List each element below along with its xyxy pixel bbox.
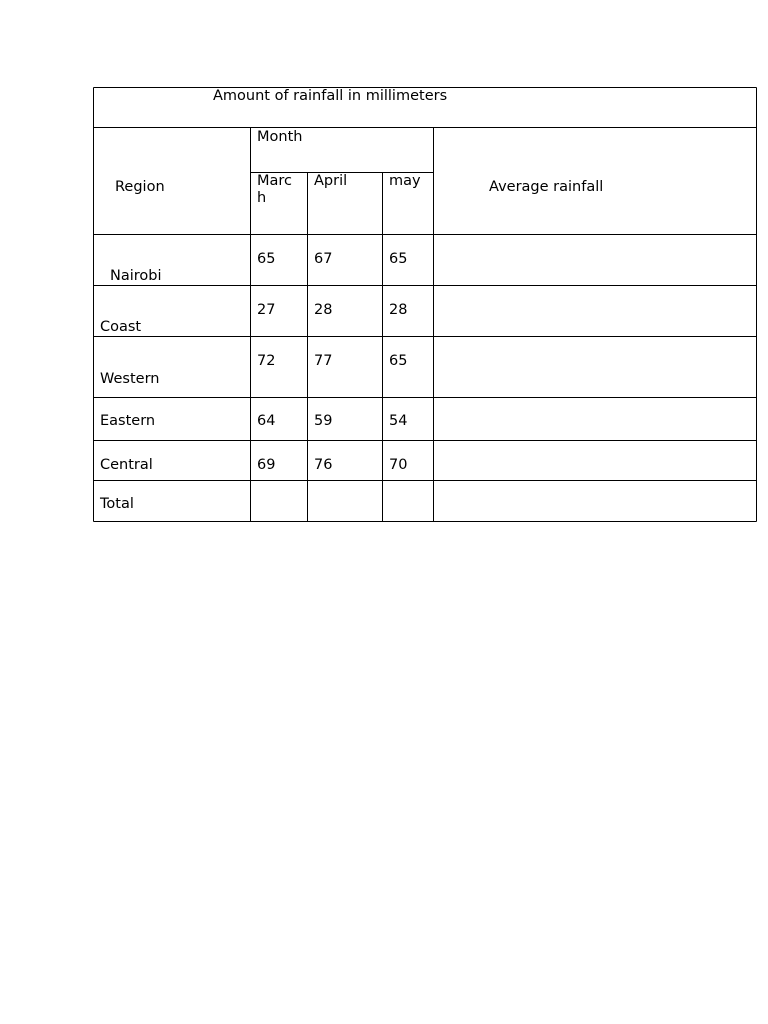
month-march-header: March — [257, 173, 293, 206]
cell-coast-march: 27 — [257, 302, 276, 318]
month-april-header: April — [314, 173, 348, 189]
cell-coast-april: 28 — [314, 302, 333, 318]
row-region-nairobi: Nairobi — [110, 268, 162, 284]
row-region-western: Western — [100, 371, 160, 387]
row-region-eastern: Eastern — [100, 413, 156, 429]
cell-nairobi-may: 65 — [389, 251, 408, 267]
table-grid — [93, 87, 757, 522]
table-title: Amount of rainfall in millimeters — [213, 88, 448, 104]
cell-central-april: 76 — [314, 457, 333, 473]
month-header: Month — [257, 129, 303, 145]
row-total-label: Total — [100, 496, 134, 512]
month-may-header: may — [389, 173, 421, 189]
row-region-central: Central — [100, 457, 153, 473]
cell-coast-may: 28 — [389, 302, 408, 318]
average-header: Average rainfall — [489, 179, 604, 195]
cell-nairobi-april: 67 — [314, 251, 333, 267]
cell-western-april: 77 — [314, 353, 333, 369]
cell-western-march: 72 — [257, 353, 276, 369]
cell-eastern-march: 64 — [257, 413, 276, 429]
cell-central-may: 70 — [389, 457, 408, 473]
rainfall-table — [93, 87, 757, 522]
cell-eastern-may: 54 — [389, 413, 408, 429]
cell-nairobi-march: 65 — [257, 251, 276, 267]
row-region-coast: Coast — [100, 319, 142, 335]
cell-eastern-april: 59 — [314, 413, 333, 429]
region-header: Region — [115, 179, 165, 195]
cell-central-march: 69 — [257, 457, 276, 473]
cell-western-may: 65 — [389, 353, 408, 369]
